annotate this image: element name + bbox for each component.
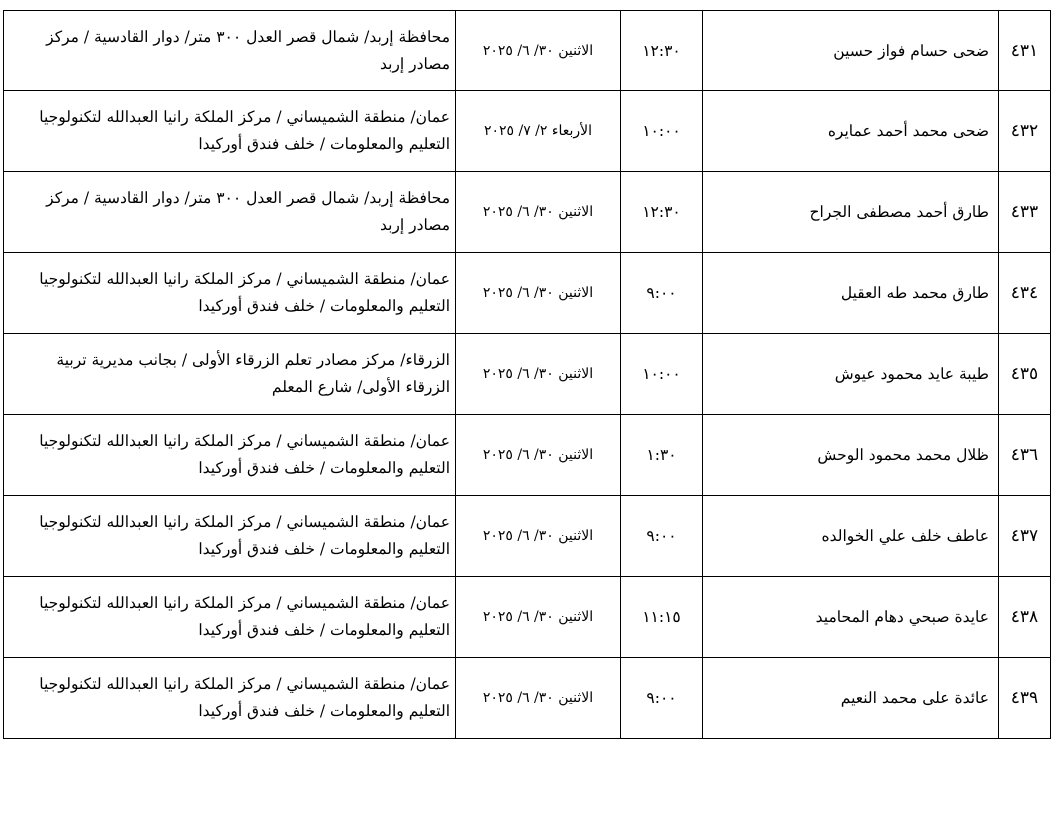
exam-date: الاثنين ٣٠/ ٦/ ٢٠٢٥ — [456, 172, 621, 253]
exam-date: الاثنين ٣٠/ ٦/ ٢٠٢٥ — [456, 11, 621, 91]
table-row — [4, 172, 1051, 253]
exam-date: الاثنين ٣٠/ ٦/ ٢٠٢٥ — [456, 415, 621, 496]
exam-time: ٩:٠٠ — [621, 253, 703, 334]
exam-time: ١٠:٠٠ — [621, 334, 703, 415]
candidate-name: طارق أحمد مصطفى الجراح — [703, 172, 999, 253]
exam-date: الاثنين ٣٠/ ٦/ ٢٠٢٥ — [456, 577, 621, 658]
exam-time: ٩:٠٠ — [621, 658, 703, 739]
exam-schedule-table — [3, 10, 1051, 739]
exam-date: الاثنين ٣٠/ ٦/ ٢٠٢٥ — [456, 253, 621, 334]
table-row — [4, 415, 1051, 496]
row-number: ٤٣٧ — [999, 496, 1051, 577]
table-row — [4, 577, 1051, 658]
candidate-name: طيبة عايد محمود عيوش — [703, 334, 999, 415]
row-number: ٤٣٦ — [999, 415, 1051, 496]
exam-date: الاثنين ٣٠/ ٦/ ٢٠٢٥ — [456, 496, 621, 577]
table-row — [4, 658, 1051, 739]
table-row — [4, 253, 1051, 334]
row-number: ٤٣١ — [999, 11, 1051, 91]
row-number: ٤٣٩ — [999, 658, 1051, 739]
candidate-name: عايدة صبحي دهام المحاميد — [703, 577, 999, 658]
candidate-name: عائدة على محمد النعيم — [703, 658, 999, 739]
candidate-name: ضحى حسام فواز حسين — [703, 11, 999, 91]
table-row — [4, 11, 1051, 91]
exam-date: الاثنين ٣٠/ ٦/ ٢٠٢٥ — [456, 658, 621, 739]
exam-location: محافظة إربد/ شمال قصر العدل ٣٠٠ متر/ دوار القادسية / مركز مصادر إربد — [4, 172, 456, 253]
candidate-name: طارق محمد طه العقيل — [703, 253, 999, 334]
exam-time: ١:٣٠ — [621, 415, 703, 496]
exam-location: محافظة إربد/ شمال قصر العدل ٣٠٠ متر/ دوار القادسية / مركز مصادر إربد — [4, 11, 456, 91]
row-number: ٤٣٤ — [999, 253, 1051, 334]
row-number: ٤٣٥ — [999, 334, 1051, 415]
exam-date: الاثنين ٣٠/ ٦/ ٢٠٢٥ — [456, 334, 621, 415]
row-number: ٤٣٣ — [999, 172, 1051, 253]
table-row — [4, 91, 1051, 172]
exam-location: عمان/ منطقة الشميساني / مركز الملكة رانيا العبدالله لتكنولوجيا التعليم والمعلومات / خلف فندق أوركيدا — [4, 577, 456, 658]
candidate-name: ضحى محمد أحمد عمايره — [703, 91, 999, 172]
candidate-name: ظلال محمد محمود الوحش — [703, 415, 999, 496]
table-row — [4, 496, 1051, 577]
exam-location: عمان/ منطقة الشميساني / مركز الملكة رانيا العبدالله لتكنولوجيا التعليم والمعلومات / خلف فندق أوركيدا — [4, 91, 456, 172]
exam-time: ١١:١٥ — [621, 577, 703, 658]
exam-date: الأربعاء ٢/ ٧/ ٢٠٢٥ — [456, 91, 621, 172]
exam-location: عمان/ منطقة الشميساني / مركز الملكة رانيا العبدالله لتكنولوجيا التعليم والمعلومات / خلف فندق أوركيدا — [4, 253, 456, 334]
table-row — [4, 334, 1051, 415]
candidate-name: عاطف خلف علي الخوالده — [703, 496, 999, 577]
row-number: ٤٣٢ — [999, 91, 1051, 172]
exam-time: ١٢:٣٠ — [621, 172, 703, 253]
exam-location: عمان/ منطقة الشميساني / مركز الملكة رانيا العبدالله لتكنولوجيا التعليم والمعلومات / خلف فندق أوركيدا — [4, 658, 456, 739]
exam-time: ١٠:٠٠ — [621, 91, 703, 172]
exam-time: ١٢:٣٠ — [621, 11, 703, 91]
exam-location: الزرقاء/ مركز مصادر تعلم الزرقاء الأولى / بجانب مديرية تربية الزرقاء الأولى/ شارع المعلم — [4, 334, 456, 415]
exam-location: عمان/ منطقة الشميساني / مركز الملكة رانيا العبدالله لتكنولوجيا التعليم والمعلومات / خلف فندق أوركيدا — [4, 496, 456, 577]
exam-time: ٩:٠٠ — [621, 496, 703, 577]
exam-location: عمان/ منطقة الشميساني / مركز الملكة رانيا العبدالله لتكنولوجيا التعليم والمعلومات / خلف فندق أوركيدا — [4, 415, 456, 496]
row-number: ٤٣٨ — [999, 577, 1051, 658]
